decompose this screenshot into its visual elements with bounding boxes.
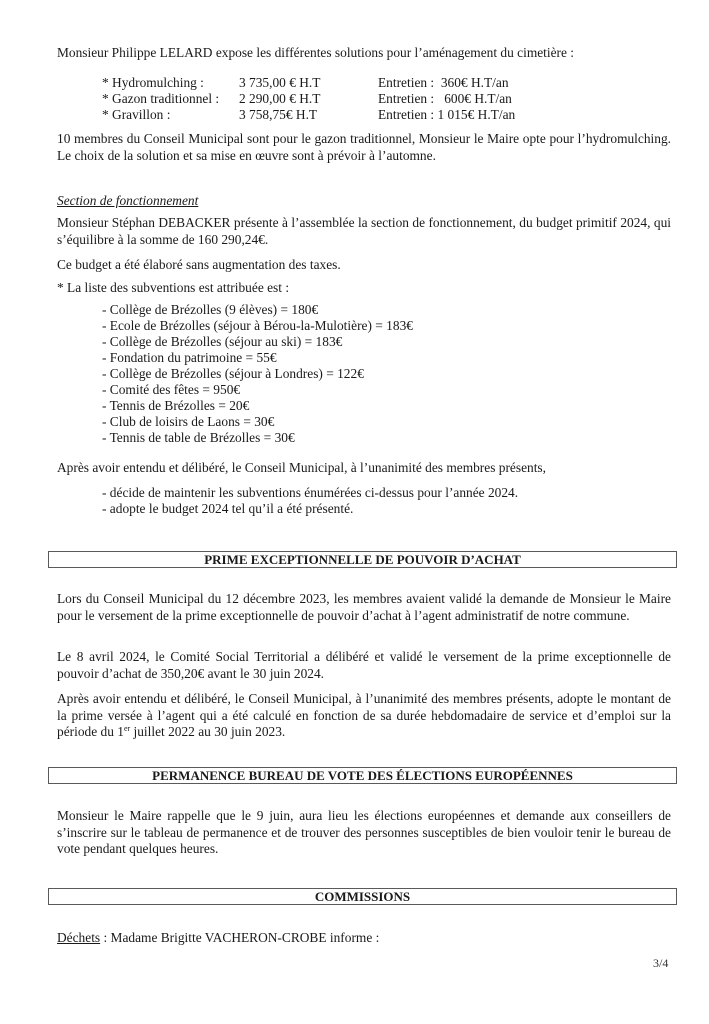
cemetery-vote-paragraph: 10 membres du Conseil Municipal sont pour le gazon traditionnel, Monsieur le Maire opte pour l’hydromulching. Le choix de la solution et sa mise en œuvre sont à prévoir à l’automne. xyxy=(57,131,671,163)
section-heading-elections xyxy=(48,767,677,784)
list-item: - Club de loisirs de Laons = 30€ xyxy=(102,414,275,429)
option-price: 3 758,75€ H.T xyxy=(239,107,318,122)
heading-text: COMMISSIONS xyxy=(314,889,411,904)
heading-text: PRIME EXCEPTIONNELLE DE POUVOIR D’ACHAT xyxy=(204,552,521,567)
list-item: - Fondation du patrimoine = 55€ xyxy=(102,350,277,365)
option-name: * Hydromulching : xyxy=(102,75,204,90)
option-name: * Gazon traditionnel : xyxy=(102,91,220,106)
list-item: - Collège de Brézolles (9 élèves) = 180€ xyxy=(102,302,319,317)
option-maintenance: Entretien : 360€ H.T/an xyxy=(378,75,509,90)
cemetery-intro: Monsieur Philippe LELARD expose les différentes solutions pour l’aménagement du cimetière : xyxy=(57,45,575,60)
elections-paragraph: Monsieur le Maire rappelle que le 9 juin, aura lieu les élections européennes et demande aux conseillers de s’inscrire sur le tableau de permanence et de trouver des personnes susceptibles de bien vouloir tenir le bureau de vote pendant quelques heures. xyxy=(57,808,671,856)
option-price: 2 290,00 € H.T xyxy=(239,91,321,106)
prime-paragraph-1: Lors du Conseil Municipal du 12 décembre 2023, les membres avaient validé la demande de Monsieur le Maire pour le versement de la prime exceptionnelle de pouvoir d’achat à l’agent administratif de notre commune. xyxy=(57,591,671,623)
option-name: * Gravillon : xyxy=(102,107,171,122)
text: Après avoir entendu et délibéré, le Conseil Municipal, à l’unanimité des membres présents, adopte le montant de la prime versée à l’agent qui a été calculé en fonction de sa durée hebdomadaire de service et d’emploi sur la période du 1 xyxy=(57,691,671,739)
list-item: - Ecole de Brézolles (séjour à Bérou-la-Mulotière) = 183€ xyxy=(102,318,413,333)
list-item: - Comité des fêtes = 950€ xyxy=(102,382,241,397)
list-item: - Tennis de Brézolles = 20€ xyxy=(102,398,250,413)
list-item: - Collège de Brézolles (séjour à Londres) = 122€ xyxy=(102,366,364,381)
no-tax-increase-text: Ce budget a été élaboré sans augmentation des taxes. xyxy=(57,257,341,272)
dechets-line xyxy=(57,930,379,946)
text: juillet 2022 au 30 juin 2023. xyxy=(130,724,286,739)
option-maintenance: Entretien : 600€ H.T/an xyxy=(378,91,512,106)
list-item: - Collège de Brézolles (séjour au ski) = 183€ xyxy=(102,334,343,349)
section-title-fonctionnement: Section de fonctionnement xyxy=(57,193,199,208)
page-number: 3/4 xyxy=(653,956,669,970)
section-heading-commissions xyxy=(48,888,677,905)
subsidies-intro: * La liste des subventions est attribuée est : xyxy=(57,280,290,295)
list-item: - Tennis de table de Brézolles = 30€ xyxy=(102,430,295,445)
prime-paragraph-3 xyxy=(57,691,671,741)
budget-presentation-paragraph: Monsieur Stéphan DEBACKER présente à l’assemblée la section de fonctionnement, du budget primitif 2024, qui s’équilibre à la somme de 160 290,24€. xyxy=(57,215,671,247)
section-heading-prime xyxy=(48,551,677,568)
dechets-label: Déchets xyxy=(57,930,101,945)
prime-paragraph-2: Le 8 avril 2024, le Comité Social Territorial a délibéré et validé le versement de la prime exceptionnelle de pouvoir d’achat de 350,20€ avant le 30 juin 2024. xyxy=(57,649,671,681)
option-maintenance: Entretien : 1 015€ H.T/an xyxy=(378,107,516,122)
heading-text: PERMANENCE BUREAU DE VOTE DES ÉLECTIONS EUROPÉENNES xyxy=(152,768,573,783)
decision-item: - décide de maintenir les subventions énumérées ci-dessus pour l’année 2024. xyxy=(102,485,519,500)
deliberation-text: Après avoir entendu et délibéré, le Conseil Municipal, à l’unanimité des membres présents, xyxy=(57,460,546,475)
decision-item: - adopte le budget 2024 tel qu’il a été présenté. xyxy=(102,501,354,516)
option-price: 3 735,00 € H.T xyxy=(239,75,321,90)
dechets-text: : Madame Brigitte VACHERON-CROBE informe : xyxy=(100,930,380,945)
ordinal-superscript: er xyxy=(123,724,131,733)
